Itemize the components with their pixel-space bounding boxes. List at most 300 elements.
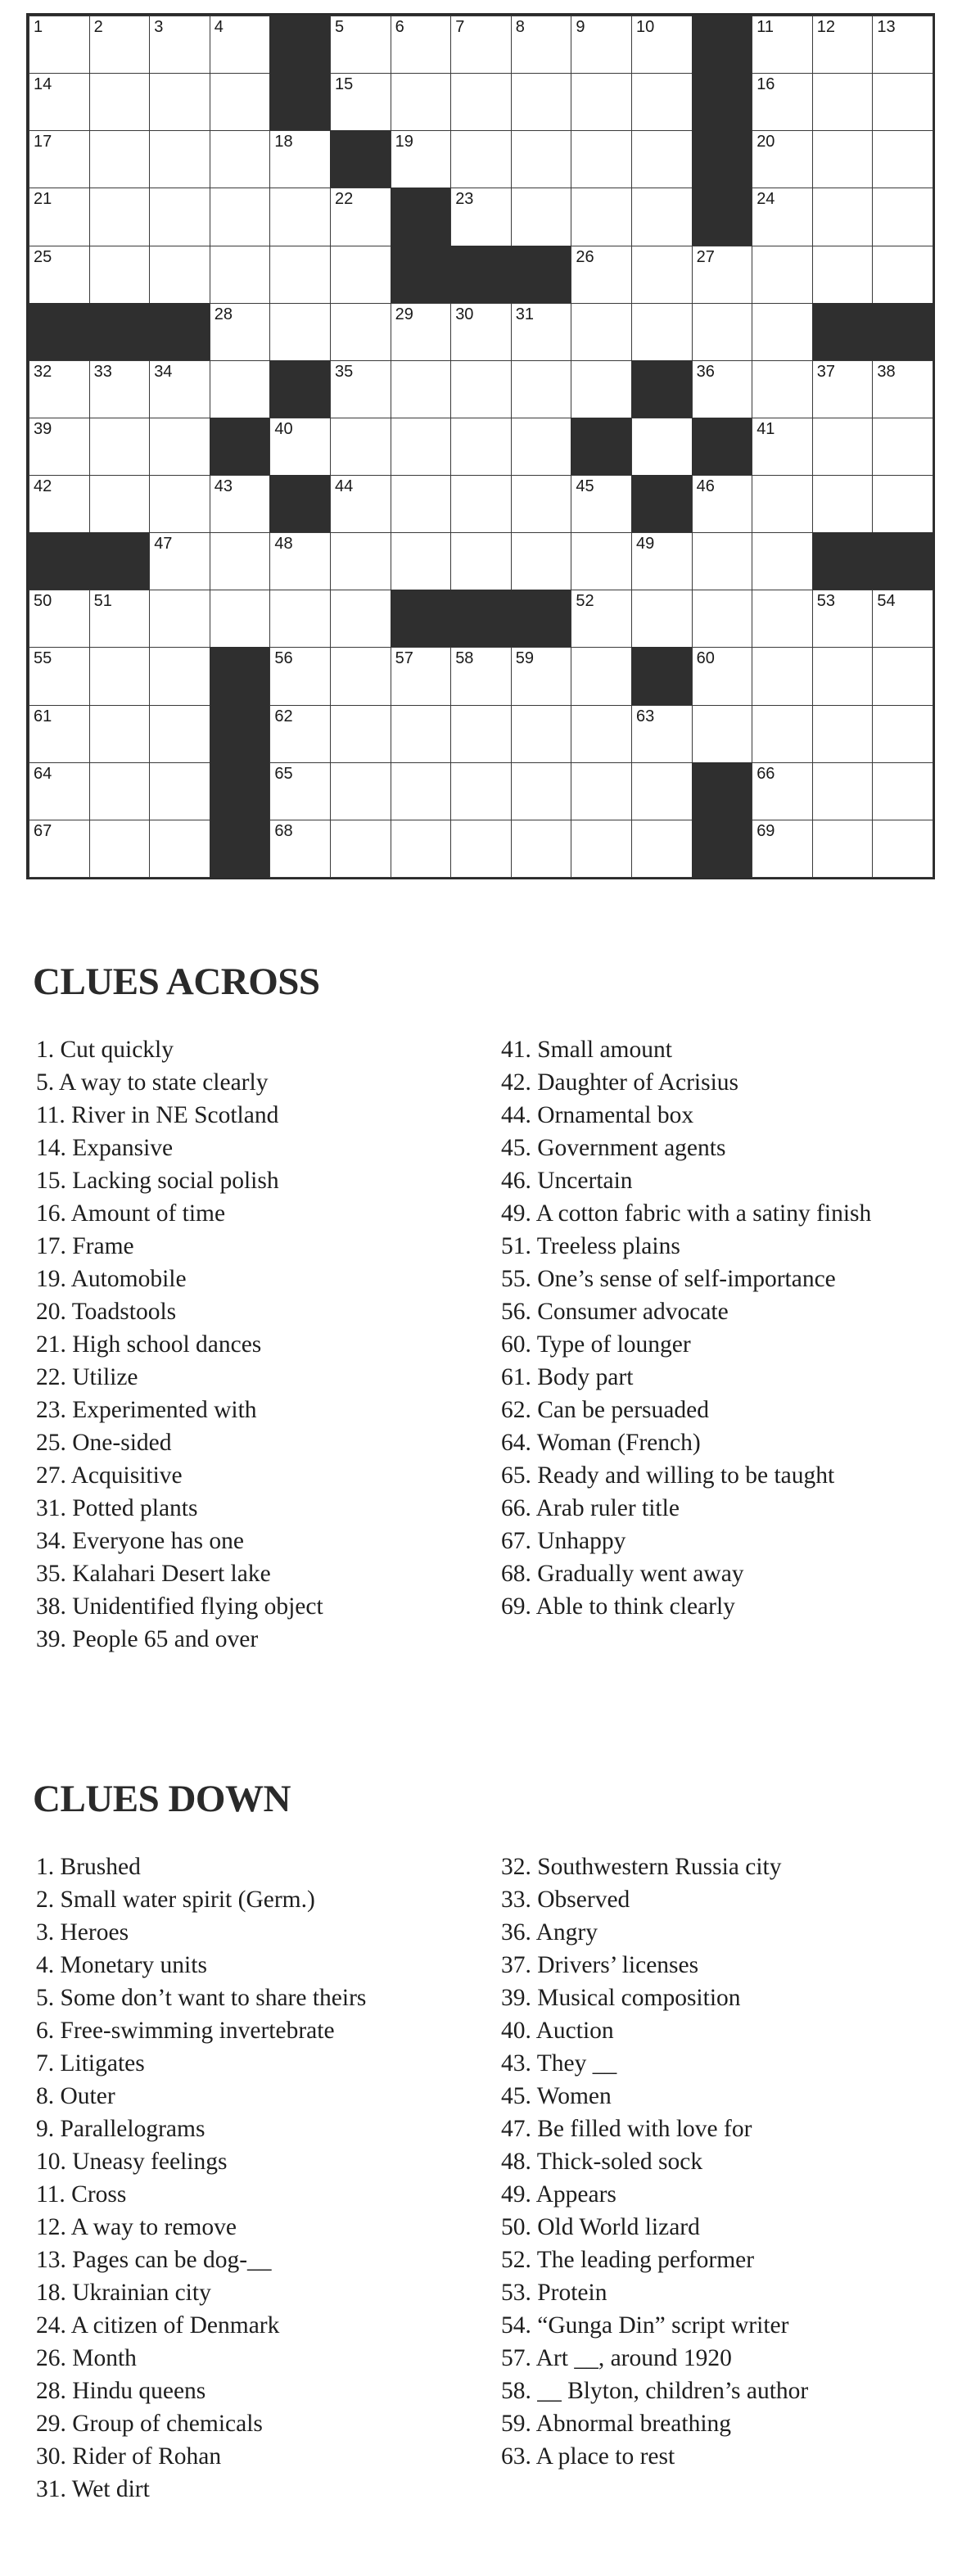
grid-cell[interactable] xyxy=(631,246,693,304)
clue-item: 45. Women xyxy=(501,2083,612,2109)
grid-cell[interactable] xyxy=(872,590,933,648)
clue-item: 7. Litigates xyxy=(36,2050,145,2077)
grid-cell[interactable] xyxy=(149,647,210,705)
clue-item: 53. Protein xyxy=(501,2280,607,2306)
grid-cell[interactable] xyxy=(391,303,452,361)
across-clue-list xyxy=(36,1033,503,1656)
grid-cell[interactable] xyxy=(391,73,452,131)
grid-cell[interactable] xyxy=(692,647,753,705)
grid-cell[interactable] xyxy=(872,762,933,820)
grid-cell[interactable] xyxy=(269,188,331,246)
clue-item: 23. Experimented with xyxy=(36,1397,257,1423)
clue-item: 31. Wet dirt xyxy=(36,2476,150,2502)
clue-item: 38. Unidentified flying object xyxy=(36,1593,323,1620)
grid-cell[interactable] xyxy=(631,532,693,590)
grid-cell[interactable] xyxy=(29,590,90,648)
grid-cell[interactable] xyxy=(631,130,693,188)
grid-cell[interactable] xyxy=(391,418,452,476)
grid-cell[interactable] xyxy=(89,418,151,476)
grid-cell[interactable] xyxy=(571,188,632,246)
clue-item: 19. Automobile xyxy=(36,1266,187,1292)
clue-item: 25. One-sided xyxy=(36,1430,172,1456)
grid-cell[interactable] xyxy=(812,475,874,533)
grid-cell[interactable] xyxy=(391,762,452,820)
grid-cell[interactable] xyxy=(450,303,512,361)
grid-cell[interactable] xyxy=(330,532,391,590)
grid-cell[interactable] xyxy=(752,705,813,763)
grid-cell[interactable] xyxy=(812,762,874,820)
clue-item: 14. Expansive xyxy=(36,1135,174,1161)
grid-cell[interactable] xyxy=(210,532,271,590)
grid-cell[interactable] xyxy=(89,188,151,246)
clue-item: 54. “Gunga Din” script writer xyxy=(501,2312,789,2339)
grid-block xyxy=(692,16,753,74)
grid-cell[interactable] xyxy=(149,475,210,533)
cell-number: 18 xyxy=(274,133,293,151)
grid-block xyxy=(29,303,90,361)
cell-number: 49 xyxy=(636,535,655,554)
cell-number: 51 xyxy=(93,592,112,611)
grid-cell[interactable] xyxy=(450,360,512,418)
grid-cell[interactable] xyxy=(511,418,572,476)
grid-cell[interactable] xyxy=(812,73,874,131)
grid-cell[interactable] xyxy=(511,762,572,820)
grid-cell[interactable] xyxy=(571,16,632,74)
grid-cell[interactable] xyxy=(752,762,813,820)
grid-cell[interactable] xyxy=(631,705,693,763)
grid-cell[interactable] xyxy=(752,532,813,590)
grid-cell[interactable] xyxy=(812,246,874,304)
cell-number: 3 xyxy=(154,18,164,36)
grid-cell[interactable] xyxy=(872,246,933,304)
grid-cell[interactable] xyxy=(450,820,512,878)
grid-cell[interactable] xyxy=(391,647,452,705)
grid-cell[interactable] xyxy=(692,246,753,304)
grid-cell[interactable] xyxy=(210,73,271,131)
grid-cell[interactable] xyxy=(872,475,933,533)
grid-cell[interactable] xyxy=(89,73,151,131)
grid-cell[interactable] xyxy=(631,188,693,246)
grid-cell[interactable] xyxy=(571,360,632,418)
grid-cell[interactable] xyxy=(450,16,512,74)
grid-cell[interactable] xyxy=(269,418,331,476)
grid-cell[interactable] xyxy=(872,130,933,188)
clue-item: 68. Gradually went away xyxy=(501,1561,744,1587)
grid-cell[interactable] xyxy=(631,73,693,131)
grid-cell[interactable] xyxy=(330,418,391,476)
grid-block xyxy=(391,590,452,648)
grid-cell[interactable] xyxy=(511,532,572,590)
grid-cell[interactable] xyxy=(450,73,512,131)
grid-cell[interactable] xyxy=(511,130,572,188)
grid-cell[interactable] xyxy=(752,16,813,74)
grid-cell[interactable] xyxy=(269,246,331,304)
cell-number: 19 xyxy=(395,133,413,151)
grid-cell[interactable] xyxy=(571,73,632,131)
clue-item: 51. Treeless plains xyxy=(501,1233,680,1259)
clue-item: 21. High school dances xyxy=(36,1331,262,1358)
clue-item: 26. Month xyxy=(36,2345,137,2371)
grid-cell[interactable] xyxy=(631,820,693,878)
grid-cell[interactable] xyxy=(812,188,874,246)
clue-item: 64. Woman (French) xyxy=(501,1430,701,1456)
clue-item: 11. River in NE Scotland xyxy=(36,1102,279,1128)
cell-number: 9 xyxy=(576,18,585,36)
cell-number: 17 xyxy=(34,133,52,151)
grid-cell[interactable] xyxy=(89,820,151,878)
grid-cell[interactable] xyxy=(391,532,452,590)
grid-cell[interactable] xyxy=(692,705,753,763)
grid-cell[interactable] xyxy=(391,360,452,418)
clue-item: 45. Government agents xyxy=(501,1135,726,1161)
grid-cell[interactable] xyxy=(89,647,151,705)
grid-cell[interactable] xyxy=(752,246,813,304)
grid-cell[interactable] xyxy=(450,188,512,246)
grid-cell[interactable] xyxy=(149,130,210,188)
cell-number: 46 xyxy=(696,477,715,496)
grid-cell[interactable] xyxy=(149,188,210,246)
grid-cell[interactable] xyxy=(149,532,210,590)
grid-cell[interactable] xyxy=(29,762,90,820)
clue-item: 2. Small water spirit (Germ.) xyxy=(36,1887,315,1913)
grid-cell[interactable] xyxy=(631,762,693,820)
grid-block xyxy=(692,762,753,820)
clue-item: 63. A place to rest xyxy=(501,2443,675,2470)
grid-cell[interactable] xyxy=(330,360,391,418)
cell-number: 2 xyxy=(93,18,103,36)
grid-cell[interactable] xyxy=(330,820,391,878)
cell-number: 54 xyxy=(877,592,896,611)
grid-cell[interactable] xyxy=(269,532,331,590)
grid-cell[interactable] xyxy=(511,360,572,418)
grid-cell[interactable] xyxy=(29,647,90,705)
grid-cell[interactable] xyxy=(631,16,693,74)
grid-block xyxy=(511,590,572,648)
grid-cell[interactable] xyxy=(269,762,331,820)
cell-number: 28 xyxy=(214,305,233,323)
clue-item: 61. Body part xyxy=(501,1364,634,1390)
grid-block xyxy=(210,705,271,763)
cell-number: 37 xyxy=(816,362,836,381)
cell-number: 48 xyxy=(274,535,293,554)
grid-cell[interactable] xyxy=(29,418,90,476)
clue-item: 31. Potted plants xyxy=(36,1495,198,1521)
grid-cell[interactable] xyxy=(872,647,933,705)
grid-cell[interactable] xyxy=(210,475,271,533)
cell-number: 59 xyxy=(515,649,535,668)
grid-cell[interactable] xyxy=(571,532,632,590)
grid-cell[interactable] xyxy=(29,820,90,878)
clue-item: 69. Able to think clearly xyxy=(501,1593,735,1620)
grid-cell[interactable] xyxy=(149,762,210,820)
cell-number: 34 xyxy=(154,362,173,381)
grid-cell[interactable] xyxy=(511,820,572,878)
grid-cell[interactable] xyxy=(812,360,874,418)
grid-cell[interactable] xyxy=(29,73,90,131)
clue-item: 36. Angry xyxy=(501,1919,598,1946)
down-clue-list xyxy=(501,1851,962,2473)
grid-cell[interactable] xyxy=(692,532,753,590)
grid-cell[interactable] xyxy=(149,590,210,648)
grid-cell[interactable] xyxy=(692,303,753,361)
grid-cell[interactable] xyxy=(872,820,933,878)
clue-item: 12. A way to remove xyxy=(36,2214,237,2240)
clue-item: 48. Thick-soled sock xyxy=(501,2149,703,2175)
clue-item: 42. Daughter of Acrisius xyxy=(501,1069,739,1096)
clue-item: 1. Brushed xyxy=(36,1854,141,1880)
grid-cell[interactable] xyxy=(89,590,151,648)
grid-block xyxy=(450,246,512,304)
grid-block xyxy=(872,532,933,590)
grid-cell[interactable] xyxy=(752,188,813,246)
grid-cell[interactable] xyxy=(812,590,874,648)
grid-cell[interactable] xyxy=(29,705,90,763)
grid-cell[interactable] xyxy=(692,360,753,418)
clue-item: 67. Unhappy xyxy=(501,1528,626,1554)
grid-cell[interactable] xyxy=(330,16,391,74)
down-clue-list xyxy=(36,1851,503,2506)
cell-number: 45 xyxy=(576,477,594,496)
cell-number: 25 xyxy=(34,247,52,266)
grid-cell[interactable] xyxy=(692,590,753,648)
clue-item: 35. Kalahari Desert lake xyxy=(36,1561,271,1587)
grid-cell[interactable] xyxy=(29,246,90,304)
grid-cell[interactable] xyxy=(812,130,874,188)
grid-cell[interactable] xyxy=(511,16,572,74)
across-heading: CLUES ACROSS xyxy=(33,960,320,1003)
grid-cell[interactable] xyxy=(330,73,391,131)
grid-cell[interactable] xyxy=(210,360,271,418)
grid-cell[interactable] xyxy=(210,16,271,74)
grid-cell[interactable] xyxy=(149,418,210,476)
grid-cell[interactable] xyxy=(330,647,391,705)
grid-block xyxy=(89,532,151,590)
grid-cell[interactable] xyxy=(450,532,512,590)
grid-cell[interactable] xyxy=(149,360,210,418)
grid-cell[interactable] xyxy=(812,16,874,74)
cell-number: 11 xyxy=(757,18,774,36)
clue-item: 52. The leading performer xyxy=(501,2247,755,2273)
clue-item: 15. Lacking social polish xyxy=(36,1168,279,1194)
grid-cell[interactable] xyxy=(391,475,452,533)
cell-number: 35 xyxy=(335,362,354,381)
clue-item: 6. Free-swimming invertebrate xyxy=(36,2018,335,2044)
grid-cell[interactable] xyxy=(571,762,632,820)
grid-cell[interactable] xyxy=(511,73,572,131)
cell-number: 21 xyxy=(34,190,52,209)
grid-cell[interactable] xyxy=(511,647,572,705)
grid-cell[interactable] xyxy=(752,73,813,131)
grid-block xyxy=(330,130,391,188)
grid-cell[interactable] xyxy=(511,303,572,361)
grid-cell[interactable] xyxy=(450,647,512,705)
cell-number: 16 xyxy=(757,75,775,94)
crossword-grid xyxy=(26,13,935,879)
cell-number: 27 xyxy=(696,247,715,266)
grid-cell[interactable] xyxy=(210,130,271,188)
clue-item: 29. Group of chemicals xyxy=(36,2411,263,2437)
clue-item: 41. Small amount xyxy=(501,1037,672,1063)
grid-block xyxy=(89,303,151,361)
grid-cell[interactable] xyxy=(330,475,391,533)
grid-cell[interactable] xyxy=(330,705,391,763)
grid-cell[interactable] xyxy=(450,418,512,476)
cell-number: 56 xyxy=(274,649,293,668)
grid-cell[interactable] xyxy=(269,647,331,705)
grid-cell[interactable] xyxy=(330,762,391,820)
grid-cell[interactable] xyxy=(391,705,452,763)
grid-cell[interactable] xyxy=(149,820,210,878)
grid-cell[interactable] xyxy=(872,705,933,763)
grid-cell[interactable] xyxy=(752,647,813,705)
clue-item: 20. Toadstools xyxy=(36,1299,177,1325)
grid-cell[interactable] xyxy=(511,188,572,246)
cell-number: 8 xyxy=(515,18,525,36)
grid-cell[interactable] xyxy=(149,246,210,304)
cell-number: 31 xyxy=(515,305,535,323)
grid-cell[interactable] xyxy=(149,73,210,131)
grid-cell[interactable] xyxy=(29,16,90,74)
clue-item: 40. Auction xyxy=(501,2018,614,2044)
grid-cell[interactable] xyxy=(752,590,813,648)
grid-cell[interactable] xyxy=(210,246,271,304)
grid-cell[interactable] xyxy=(511,705,572,763)
grid-cell[interactable] xyxy=(149,16,210,74)
grid-cell[interactable] xyxy=(752,475,813,533)
clue-item: 49. A cotton fabric with a satiny finish xyxy=(501,1200,872,1227)
grid-block xyxy=(210,762,271,820)
grid-cell[interactable] xyxy=(571,246,632,304)
grid-block xyxy=(812,303,874,361)
grid-cell[interactable] xyxy=(752,418,813,476)
grid-block xyxy=(692,820,753,878)
cell-number: 43 xyxy=(214,477,233,496)
grid-block xyxy=(210,647,271,705)
grid-cell[interactable] xyxy=(450,762,512,820)
cell-number: 39 xyxy=(34,419,52,438)
grid-cell[interactable] xyxy=(330,590,391,648)
cell-number: 20 xyxy=(757,133,775,151)
grid-cell[interactable] xyxy=(29,475,90,533)
grid-cell[interactable] xyxy=(330,303,391,361)
grid-cell[interactable] xyxy=(29,188,90,246)
cell-number: 7 xyxy=(455,18,465,36)
cell-number: 47 xyxy=(154,535,173,554)
grid-cell[interactable] xyxy=(89,705,151,763)
grid-cell[interactable] xyxy=(29,360,90,418)
grid-cell[interactable] xyxy=(391,130,452,188)
grid-cell[interactable] xyxy=(450,705,512,763)
grid-cell[interactable] xyxy=(631,303,693,361)
grid-cell[interactable] xyxy=(692,475,753,533)
cell-number: 1 xyxy=(34,18,43,36)
clue-item: 4. Monetary units xyxy=(36,1952,207,1978)
grid-cell[interactable] xyxy=(391,16,452,74)
cell-number: 62 xyxy=(274,707,293,725)
grid-cell[interactable] xyxy=(571,705,632,763)
grid-cell[interactable] xyxy=(269,705,331,763)
grid-cell[interactable] xyxy=(330,188,391,246)
grid-cell[interactable] xyxy=(89,360,151,418)
grid-cell[interactable] xyxy=(269,130,331,188)
clue-item: 30. Rider of Rohan xyxy=(36,2443,222,2470)
grid-cell[interactable] xyxy=(89,16,151,74)
grid-cell[interactable] xyxy=(511,475,572,533)
cell-number: 69 xyxy=(757,821,775,840)
grid-cell[interactable] xyxy=(812,418,874,476)
clue-item: 46. Uncertain xyxy=(501,1168,633,1194)
grid-block xyxy=(692,188,753,246)
clue-item: 32. Southwestern Russia city xyxy=(501,1854,782,1880)
grid-cell[interactable] xyxy=(872,73,933,131)
grid-cell[interactable] xyxy=(450,475,512,533)
grid-cell[interactable] xyxy=(269,590,331,648)
grid-cell[interactable] xyxy=(631,590,693,648)
cell-number: 15 xyxy=(335,75,354,94)
grid-cell[interactable] xyxy=(752,303,813,361)
grid-block xyxy=(210,820,271,878)
down-heading: CLUES DOWN xyxy=(33,1778,291,1820)
clue-item: 60. Type of lounger xyxy=(501,1331,691,1358)
grid-cell[interactable] xyxy=(872,418,933,476)
grid-cell[interactable] xyxy=(812,705,874,763)
cell-number: 10 xyxy=(636,18,655,36)
grid-cell[interactable] xyxy=(752,130,813,188)
cell-number: 55 xyxy=(34,649,52,668)
grid-cell[interactable] xyxy=(450,130,512,188)
grid-cell[interactable] xyxy=(210,188,271,246)
grid-cell[interactable] xyxy=(872,16,933,74)
grid-cell[interactable] xyxy=(89,475,151,533)
grid-cell[interactable] xyxy=(210,303,271,361)
clue-item: 5. A way to state clearly xyxy=(36,1069,269,1096)
grid-cell[interactable] xyxy=(752,820,813,878)
grid-cell[interactable] xyxy=(391,820,452,878)
grid-cell[interactable] xyxy=(149,705,210,763)
grid-cell[interactable] xyxy=(571,590,632,648)
grid-cell[interactable] xyxy=(872,188,933,246)
grid-cell[interactable] xyxy=(330,246,391,304)
grid-cell[interactable] xyxy=(571,647,632,705)
grid-cell[interactable] xyxy=(89,762,151,820)
grid-cell[interactable] xyxy=(571,475,632,533)
grid-cell[interactable] xyxy=(571,820,632,878)
grid-cell[interactable] xyxy=(89,130,151,188)
grid-cell[interactable] xyxy=(872,360,933,418)
cell-number: 41 xyxy=(757,419,775,438)
grid-cell[interactable] xyxy=(29,130,90,188)
grid-block xyxy=(571,418,632,476)
across-clue-list xyxy=(501,1033,962,1623)
grid-cell[interactable] xyxy=(89,246,151,304)
grid-cell[interactable] xyxy=(631,418,693,476)
grid-cell[interactable] xyxy=(571,303,632,361)
grid-cell[interactable] xyxy=(812,820,874,878)
clue-item: 55. One’s sense of self-importance xyxy=(501,1266,836,1292)
clue-item: 34. Everyone has one xyxy=(36,1528,244,1554)
clue-item: 47. Be filled with love for xyxy=(501,2116,752,2142)
grid-cell[interactable] xyxy=(812,647,874,705)
grid-cell[interactable] xyxy=(269,820,331,878)
clue-item: 33. Observed xyxy=(501,1887,630,1913)
grid-cell[interactable] xyxy=(571,130,632,188)
cell-number: 53 xyxy=(816,592,836,611)
clue-item: 3. Heroes xyxy=(36,1919,129,1946)
grid-cell[interactable] xyxy=(210,590,271,648)
grid-cell[interactable] xyxy=(752,360,813,418)
cell-number: 36 xyxy=(696,362,715,381)
grid-cell[interactable] xyxy=(269,303,331,361)
